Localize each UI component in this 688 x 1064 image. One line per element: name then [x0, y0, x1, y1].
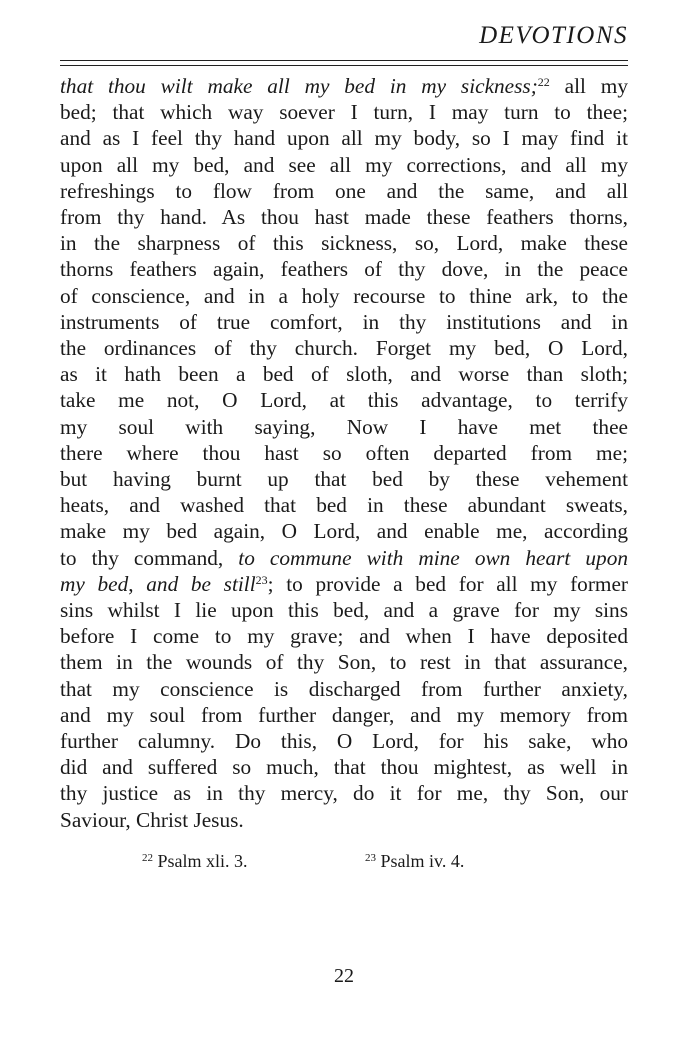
text-run: them in the wounds of thy Son, to rest in that assurance, [60, 650, 628, 675]
text-run: sins whilst I lie upon this bed, and a grave for my sins [60, 598, 628, 623]
text-line [60, 178, 628, 204]
text-line [60, 492, 628, 518]
text-line [60, 518, 628, 544]
text-line [60, 361, 628, 387]
text-line [60, 256, 628, 282]
text-run: there where thou hast so often departed from me; [60, 440, 628, 465]
italic-quotation: my bed [60, 571, 129, 596]
text-line [60, 99, 628, 125]
text-run: did and suffered so much, that thou mightest, as well in [60, 755, 628, 780]
text-line [60, 283, 628, 309]
footnote-reference: 23 [255, 572, 268, 587]
text-line [60, 309, 628, 335]
text-line [60, 623, 628, 649]
italic-quotation: that thou wilt make all my bed in my sickness; [60, 74, 538, 98]
footnote [365, 850, 464, 872]
text-line [60, 335, 628, 361]
footnote-mark: 23 [365, 852, 376, 864]
text-run: thy justice as in thy mercy, do it for me, thy Son, our [60, 781, 628, 806]
text-run: Saviour, Christ Jesus. [60, 807, 244, 832]
text-run: and as I feel thy hand upon all my body, so I may find it [60, 126, 628, 151]
footnote-reference: 22 [537, 75, 550, 89]
body-paragraph [60, 73, 628, 833]
text-run: that my conscience is discharged from further anxiety, [60, 676, 628, 701]
text-run: from thy hand. As thou hast made these feathers thorns, [60, 205, 628, 230]
text-run: to thy command, [60, 545, 239, 570]
text-line [60, 204, 628, 230]
text-run: refreshings to flow from one and the same, and all [60, 178, 628, 203]
text-line [60, 73, 628, 99]
text-line [60, 702, 628, 728]
text-line [60, 676, 628, 702]
text-line [60, 387, 628, 413]
text-line [60, 728, 628, 754]
text-run: but having burnt up that bed by these vehement [60, 467, 628, 492]
text-run: further calumny. Do this, O Lord, for his sake, who [60, 729, 628, 754]
text-run: the ordinances of thy church. Forget my bed, O Lord, [60, 336, 628, 361]
text-run: instruments of true comfort, in thy institutions and in [60, 309, 628, 334]
text-line [60, 230, 628, 256]
text-line [60, 597, 628, 623]
footnote-mark: 22 [142, 852, 153, 864]
text-line [60, 807, 628, 833]
text-run: , [128, 571, 147, 596]
text-run: of conscience, and in a holy recourse to thine ark, to the [60, 283, 628, 308]
footnote [142, 850, 248, 872]
text-run: make my bed again, O Lord, and enable me, according [60, 519, 628, 544]
text-line [60, 649, 628, 675]
text-run: as it hath been a bed of sloth, and worse than sloth; [60, 362, 628, 387]
text-line [60, 125, 628, 151]
italic-quotation: to commune with mine own heart upon [238, 545, 629, 570]
header-rule-top [60, 60, 628, 61]
text-run: ; to provide a bed for all my former [267, 571, 629, 596]
footnote-text: Psalm xli. 3. [153, 851, 248, 871]
footnote-text: Psalm iv. 4. [376, 851, 465, 871]
text-run: bed; that which way soever I turn, I may turn to thee; [60, 100, 628, 125]
text-run: take me not, O Lord, at this advantage, to terrify [60, 388, 628, 413]
text-run: upon all my bed, and see all my corrections, and all my [60, 152, 628, 177]
text-line [60, 754, 628, 780]
text-line [60, 440, 628, 466]
text-run: all my [549, 74, 628, 98]
header-rule-bottom [60, 65, 628, 66]
text-line [60, 152, 628, 178]
text-run: heats, and washed that bed in these abundant sweats, [60, 493, 628, 518]
text-run: before I come to my grave; and when I have deposited [60, 624, 628, 649]
text-line [60, 545, 628, 571]
text-line [60, 414, 628, 440]
text-line [60, 466, 628, 492]
text-line [60, 571, 628, 597]
running-title: DEVOTIONS [479, 22, 628, 49]
page-number: 22 [334, 965, 354, 987]
text-line [60, 780, 628, 806]
italic-quotation: and be still [146, 571, 256, 596]
text-run: in the sharpness of this sickness, so, Lord, make these [60, 231, 628, 256]
text-run: thorns feathers again, feathers of thy dove, in the peace [60, 257, 628, 282]
text-run: and my soul from further danger, and my memory from [60, 702, 628, 727]
text-run: my soul with saying, Now I have met thee [60, 414, 628, 439]
